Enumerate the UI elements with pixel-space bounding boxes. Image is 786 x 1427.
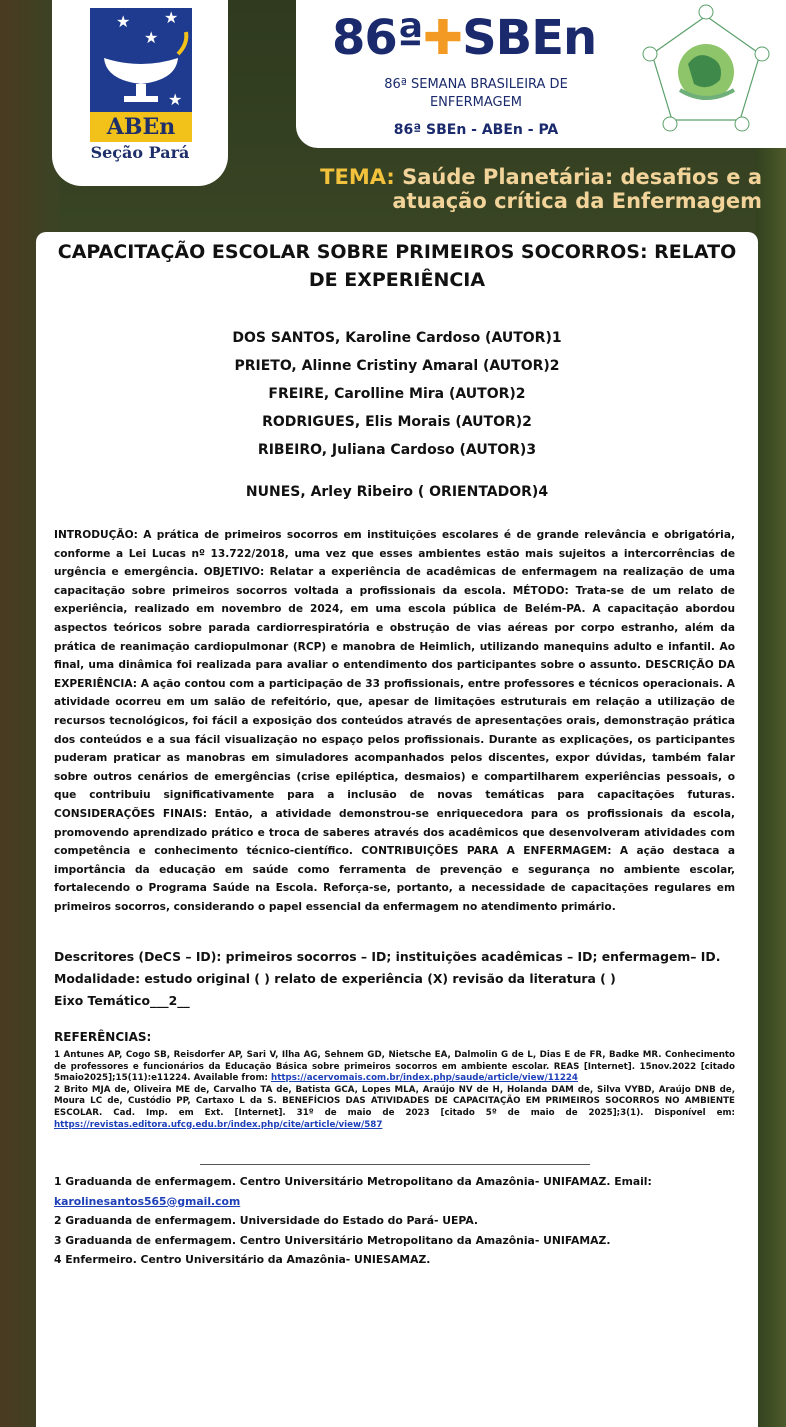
event-full-name: 86ª SEMANA BRASILEIRA DE ENFERMAGEM — [384, 77, 568, 110]
author-name: PRIETO, Alinne Cristiny Amaral (AUTOR)2 — [234, 358, 560, 374]
event-title — [332, 10, 596, 66]
theme-label: TEMA: — [320, 165, 395, 189]
star-icon: ★ — [164, 8, 179, 27]
footnote-item: 2 Graduanda de enfermagem. Universidade do Estado do Pará- UEPA. — [54, 1214, 479, 1227]
author-list — [36, 324, 758, 506]
reference-link[interactable]: https://acervomais.com.br/index.php/saude/article/view/11224 — [271, 1073, 578, 1084]
footnote-item: 3 Graduanda de enfermagem. Centro Universitário Metropolitano da Amazônia- UNIFAMAZ. — [54, 1233, 611, 1247]
author-name: FREIRE, Carolline Mira (AUTOR)2 — [268, 386, 526, 402]
descriptors: Descritores (DeCS – ID): primeiros socorros – ID; instituições acadêmicas – ID; enfermagem– ID. — [54, 949, 721, 964]
star-icon: ★ — [144, 28, 159, 47]
references-list — [54, 1050, 735, 1131]
footnotes — [54, 1172, 735, 1270]
logo-name: ABEn — [90, 112, 192, 142]
abstract-metadata — [54, 946, 735, 1012]
author-name: DOS SANTOS, Karoline Cardoso (AUTOR)1 — [232, 330, 562, 346]
event-short-name: 86ª SBEn - ABEn - PA — [393, 122, 559, 138]
cross-icon: ✚ — [422, 10, 463, 66]
abstract-document — [36, 232, 758, 1427]
reference-link[interactable]: https://revistas.editora.ufcg.edu.br/index.php/cite/article/view/587 — [54, 1119, 383, 1130]
advisor-name: NUNES, Arley Ribeiro ( ORIENTADOR)4 — [245, 484, 549, 500]
footnote-item: 1 Graduanda de enfermagem. Centro Universitário Metropolitano da Amazônia- UNIFAMAZ. Email: — [54, 1175, 652, 1188]
star-icon: ★ — [168, 90, 183, 109]
author-name: RIBEIRO, Juliana Cardoso (AUTOR)3 — [257, 442, 537, 458]
reference-item: 2 Brito MJA de, Oliveira ME de, Carvalho TA de, Batista GCA, Lopes MLA, Araújo NV de H, Holanda DAM de, Silva VYBD, Araújo DNB de, Moura LC de, Custódio PP, Cartaxo L da S. BENEFÍCIOS DAS ATIVIDADES DE CAPACITAÇÃO EM PRIMEIROS SOCORROS NO AMBIENTE ESCOLAR. Cad. Imp. em Ext. [Internet]. 31º de maio de 2023 [citado 5º de maio de 2025];3(1). Disponível em: https://revistas.editora.ufcg.edu.br/index.php/cite/article/view/587 — [54, 1084, 735, 1130]
thematic-axis: Eixo Temático___2__ — [54, 993, 190, 1008]
footnote-divider — [200, 1164, 590, 1165]
abstract-body: INTRODUÇÃO: A prática de primeiros socorros em instituições escolares é de grande relevância e obrigatória, conforme a Lei Lucas nº 13.722/2018, uma vez que esses ambientes estão mais sujeitos a intercorrências de urgência e emergência. OBJETIVO: Relatar a experiência de acadêmicas de enfermagem na realização de uma capacitação sobre primeiros socorros voltada a profissionais da escola. MÉTODO: Trata-se de um relato de experiência, realizado em novembro de 2024, em uma escola pública de Belém-PA. A capacitação abordou aspectos teóricos sobre parada cardiorrespiratória e obstrução de vias aéreas por corpo estranho, além da prática de reanimação cardiopulmonar (RCP) e manobra de Heimlich, utilizando manequins adulto e infantil. Ao final, uma dinâmica foi realizada para avaliar o entendimento dos participantes sobre o assunto. DESCRIÇÃO DA EXPERIÊNCIA: A ação contou com a participação de 33 profissionais, entre professores e técnicos operacionais. A atividade ocorreu em um salão de refeitório, que, apesar de limitações estruturais em relação a utilização de recursos tecnológicos, foi fácil a exposição dos conteúdos através de apresentações orais, demonstração prática dos conteúdos e a sua fácil visualização no espaço pelos profissionais. Durante as explicações, os participantes puderam praticar as manobras em simuladores acompanhados pelos discentes, expor dúvidas, também falar sobre outros cenários de emergências (crise epiléptica, desmaios) e compartilharem experiências pessoais, o que contribuiu significativamente para a inclusão de novas temáticas para capacitações futuras. CONSIDERAÇÕES FINAIS: Então, a atividade demonstrou-se enriquecedora para os profissionais da escola, promovendo aprendizado prático e troca de saberes através dos acadêmicos que desenvolveram atividades com competência e conhecimento técnico-científico. CONTRIBUIÇÕES PARA A ENFERMAGEM: A ação destaca a importância da educação em saúde como ferramenta de prevenção e segurança no ambiente escolar, fortalecendo o Programa Saúde na Escola. Reforça-se, portanto, a necessidade de capacitações regulares em primeiros socorros, considerando o papel essencial da enfermagem no atendimento primário. — [54, 529, 735, 913]
aben-logo-flag — [90, 8, 192, 112]
document-title: CAPACITAÇÃO ESCOLAR SOBRE PRIMEIROS SOCORROS: RELATO DE EXPERIÊNCIA — [57, 241, 737, 291]
modality: Modalidade: estudo original ( ) relato de experiência (X) revisão da literatura ( ) — [54, 971, 616, 986]
references-title: REFERÊNCIAS: — [54, 1030, 152, 1044]
conference-theme — [300, 165, 762, 213]
logo-section: Seção Pará — [90, 143, 190, 162]
event-acronym: SBEn — [462, 10, 597, 66]
reference-item: 1 Antunes AP, Cogo SB, Reisdorfer AP, Sari V, Ilha AG, Sehnem GD, Nietsche EA, Dalmolin G de L, Dias E de FR, Badke MR. Conhecimento de professores e funcionários da Educação Básica sobre primeiros socorros em ambiente escolar. REAS [Internet]. 15nov.2022 [citado 5maio2025];15(11):e11224. Available from: https://acervomais.com.br/index.php/saude/article/view/11224 — [54, 1050, 735, 1084]
background-forest-right — [756, 0, 786, 1427]
author-name: RODRIGUES, Elis Morais (AUTOR)2 — [262, 414, 532, 430]
aben-logo — [52, 0, 228, 186]
event-edition: 86ª — [332, 10, 423, 66]
star-icon: ★ — [116, 12, 131, 31]
lamp-icon — [90, 28, 192, 108]
theme-text: Saúde Planetária: desafios e a atuação crítica da Enfermagem — [392, 165, 762, 213]
event-header — [296, 0, 786, 148]
planetary-health-emblem-icon — [636, 2, 776, 142]
author-email-link[interactable]: karolinesantos565@gmail.com — [54, 1194, 241, 1208]
footnote-item: 4 Enfermeiro. Centro Universitário da Amazônia- UNIESAMAZ. — [54, 1253, 431, 1266]
